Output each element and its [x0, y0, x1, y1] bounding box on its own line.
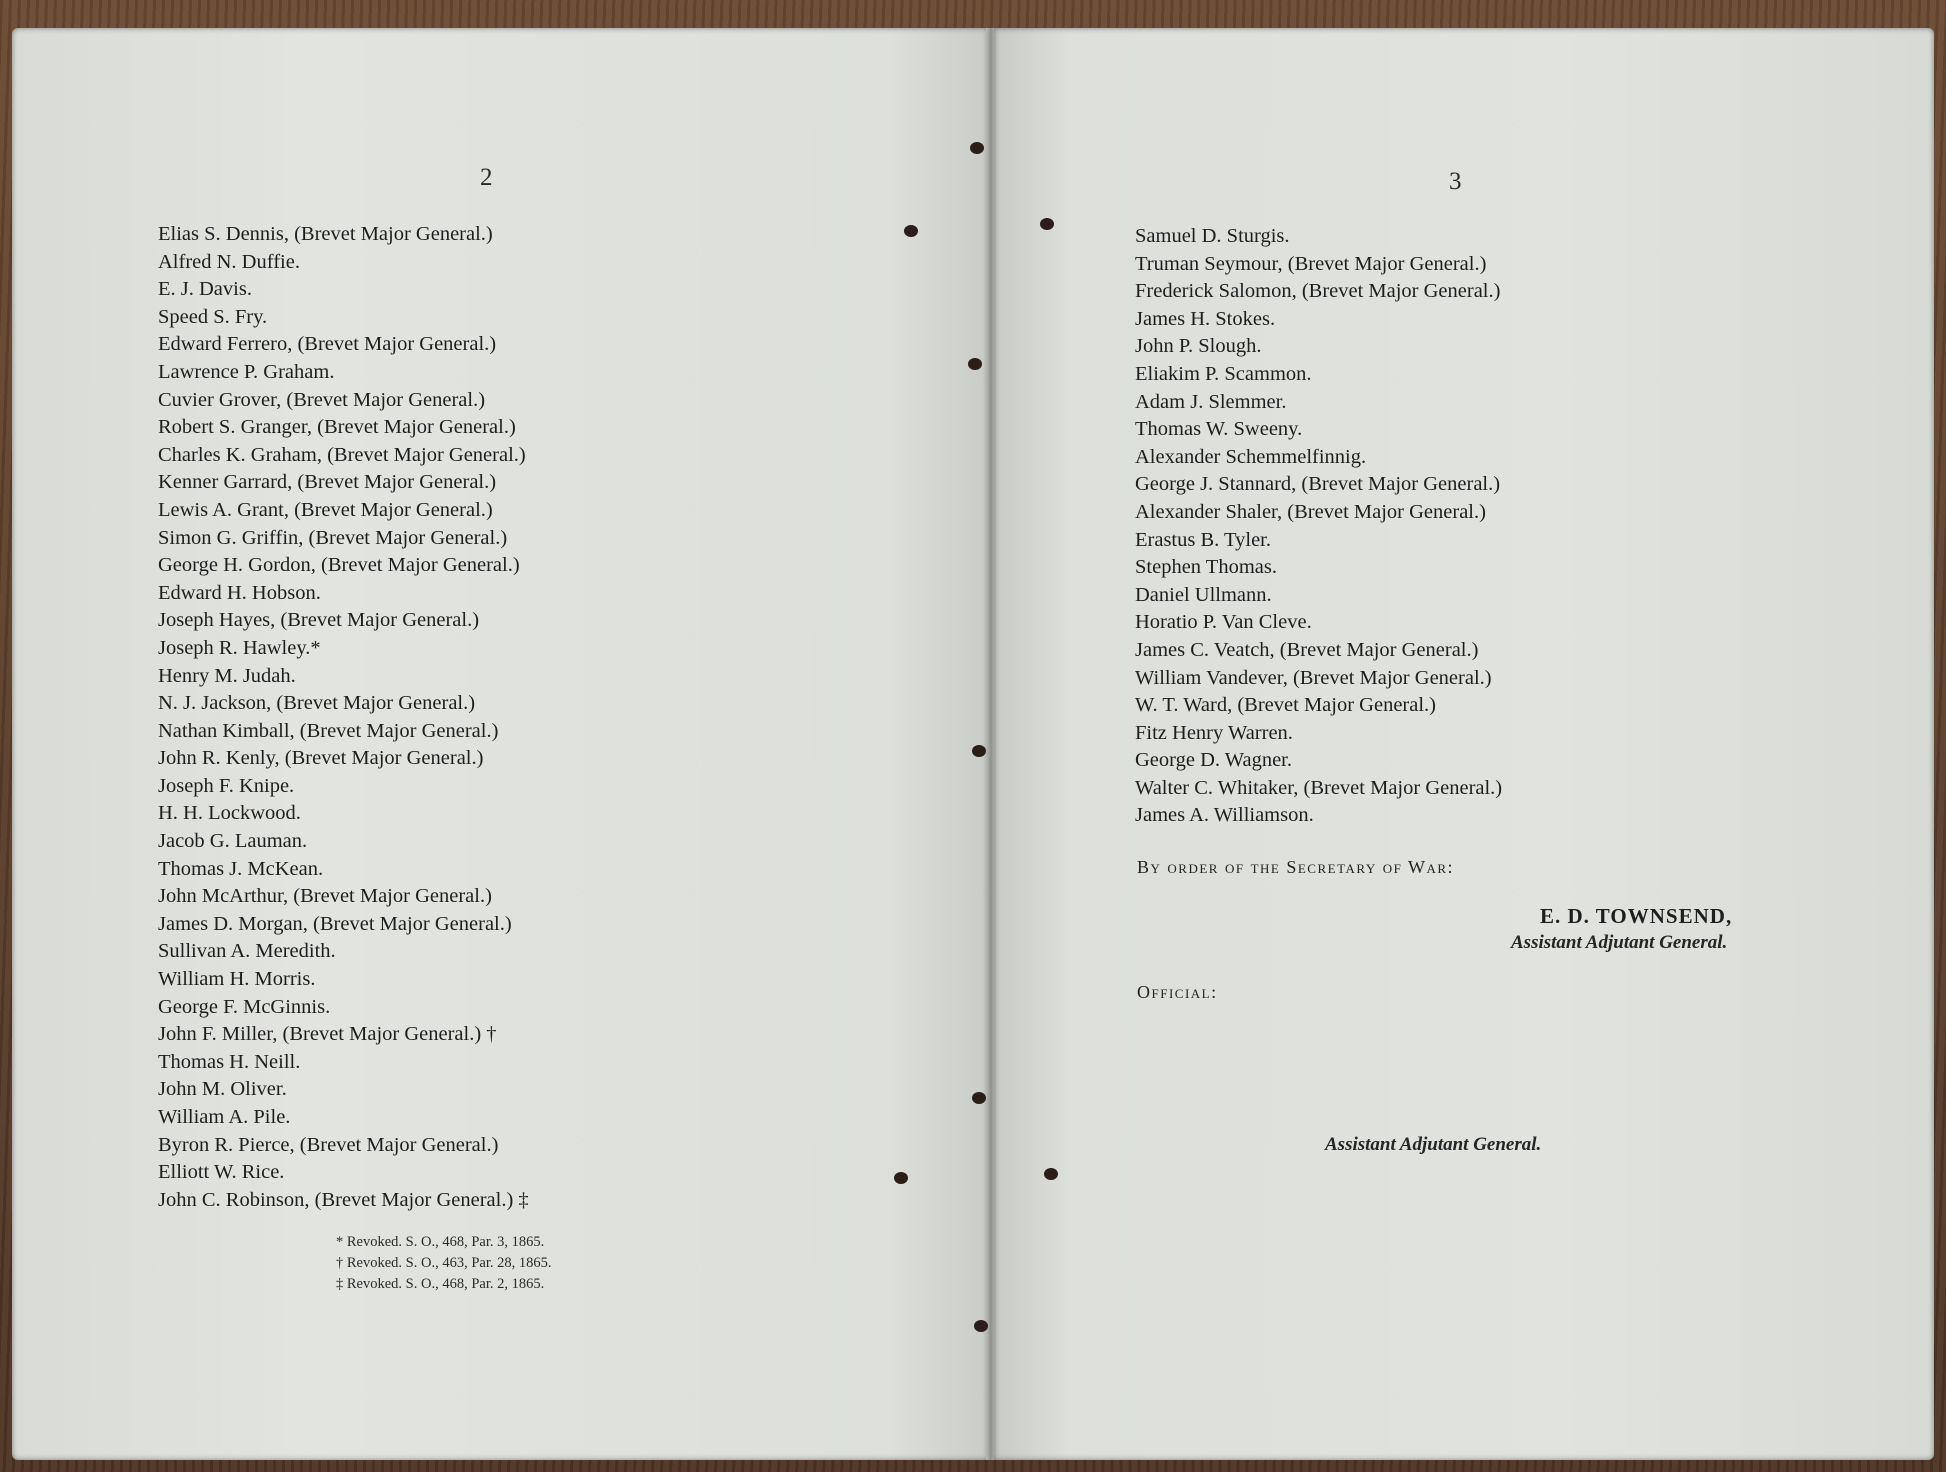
binding-hole [968, 358, 982, 370]
list-item: Elliott W. Rice. [158, 1161, 285, 1184]
list-item: George D. Wagner. [1135, 749, 1292, 772]
list-item: Walter C. Whitaker, (Brevet Major General.) [1135, 776, 1503, 799]
list-item: N. J. Jackson, (Brevet Major General.) [158, 692, 476, 715]
list-item: Lawrence P. Graham. [158, 360, 335, 383]
list-item: Frederick Salomon, (Brevet Major General.) [1135, 280, 1501, 303]
list-item: John M. Oliver. [158, 1078, 287, 1101]
list-item: Thomas J. McKean. [158, 857, 324, 880]
footnote: * Revoked. S. O., 468, Par. 3, 1865. [336, 1234, 545, 1250]
order-line: By order of the Secretary of War: [1137, 857, 1455, 877]
signer-name: E. D. TOWNSEND, [1540, 904, 1733, 928]
official-title: Assistant Adjutant General. [1325, 1134, 1542, 1155]
list-item: George H. Gordon, (Brevet Major General.) [158, 554, 520, 577]
list-item: Thomas W. Sweeny. [1135, 418, 1303, 441]
official-label: Official: [1137, 982, 1218, 1002]
list-item: James A. Williamson. [1135, 804, 1314, 827]
list-item: Henry M. Judah. [158, 664, 296, 687]
signer-title: Assistant Adjutant General. [1511, 932, 1728, 953]
list-item: Alexander Shaler, (Brevet Major General.) [1135, 500, 1486, 523]
list-item: Charles K. Graham, (Brevet Major General.) [158, 443, 526, 466]
list-item: Sullivan A. Meredith. [158, 940, 336, 963]
list-item: George J. Stannard, (Brevet Major General.) [1135, 473, 1501, 496]
list-item: Edward H. Hobson. [158, 581, 321, 604]
list-item: Eliakim P. Scammon. [1135, 362, 1312, 385]
list-item: John McArthur, (Brevet Major General.) [158, 885, 492, 908]
list-item: Alexander Schemmelfinnig. [1135, 445, 1367, 468]
list-item: Alfred N. Duffie. [158, 250, 300, 273]
list-item: W. T. Ward, (Brevet Major General.) [1135, 694, 1437, 717]
list-item: John P. Slough. [1135, 335, 1262, 358]
binding-hole [904, 225, 918, 237]
list-item: Robert S. Granger, (Brevet Major General.) [158, 416, 516, 439]
list-item: Adam J. Slemmer. [1135, 390, 1287, 413]
list-item: Nathan Kimball, (Brevet Major General.) [158, 719, 499, 742]
footnotes [336, 1232, 551, 1295]
officer-list-left [158, 221, 529, 1214]
list-item: George F. McGinnis. [158, 995, 331, 1018]
binding-hole [970, 142, 984, 154]
page-number-right: 3 [1449, 168, 1462, 195]
list-item: William Vandever, (Brevet Major General.) [1135, 666, 1492, 689]
list-item: Cuvier Grover, (Brevet Major General.) [158, 388, 486, 411]
officer-list-right [1135, 223, 1502, 830]
list-item: H. H. Lockwood. [158, 802, 301, 825]
list-item: Joseph Hayes, (Brevet Major General.) [158, 609, 480, 632]
list-item: James D. Morgan, (Brevet Major General.) [158, 912, 512, 935]
list-item: Speed S. Fry. [158, 305, 268, 328]
list-item: Joseph R. Hawley.* [158, 636, 321, 659]
page-number-left: 2 [480, 164, 493, 191]
list-item: Byron R. Pierce, (Brevet Major General.) [158, 1133, 499, 1156]
binding-hole [894, 1172, 908, 1184]
list-item: John C. Robinson, (Brevet Major General.) ‡ [158, 1188, 529, 1211]
footnote: † Revoked. S. O., 463, Par. 28, 1865. [336, 1255, 552, 1271]
list-item: William H. Morris. [158, 968, 316, 991]
list-item: James C. Veatch, (Brevet Major General.) [1135, 638, 1479, 661]
list-item: Simon G. Griffin, (Brevet Major General.) [158, 526, 508, 549]
list-item: Edward Ferrero, (Brevet Major General.) [158, 333, 497, 356]
list-item: John R. Kenly, (Brevet Major General.) [158, 747, 484, 770]
list-item: Joseph F. Knipe. [158, 774, 295, 797]
list-item: William A. Pile. [158, 1106, 291, 1128]
list-item: Erastus B. Tyler. [1135, 528, 1271, 551]
list-item: Horatio P. Van Cleve. [1135, 611, 1312, 634]
list-item: Thomas H. Neill. [158, 1050, 301, 1073]
binding-hole [1040, 218, 1054, 230]
list-item: E. J. Davis. [158, 278, 252, 301]
list-item: Lewis A. Grant, (Brevet Major General.) [158, 498, 493, 521]
list-item: Stephen Thomas. [1135, 556, 1277, 579]
binding-hole [974, 1320, 988, 1332]
list-item: Elias S. Dennis, (Brevet Major General.) [158, 223, 493, 245]
list-item: James H. Stokes. [1135, 307, 1276, 330]
list-item: Samuel D. Sturgis. [1135, 225, 1290, 247]
list-item: John F. Miller, (Brevet Major General.) † [158, 1023, 497, 1046]
list-item: Jacob G. Lauman. [158, 830, 308, 853]
list-item: Fitz Henry Warren. [1135, 721, 1293, 744]
binding-hole [972, 745, 986, 757]
list-item: Truman Seymour, (Brevet Major General.) [1135, 252, 1487, 275]
footnote: ‡ Revoked. S. O., 468, Par. 2, 1865. [336, 1276, 545, 1292]
list-item: Kenner Garrard, (Brevet Major General.) [158, 471, 497, 494]
binding-hole [972, 1092, 986, 1104]
binding-hole [1044, 1168, 1058, 1180]
list-item: Daniel Ullmann. [1135, 583, 1272, 606]
